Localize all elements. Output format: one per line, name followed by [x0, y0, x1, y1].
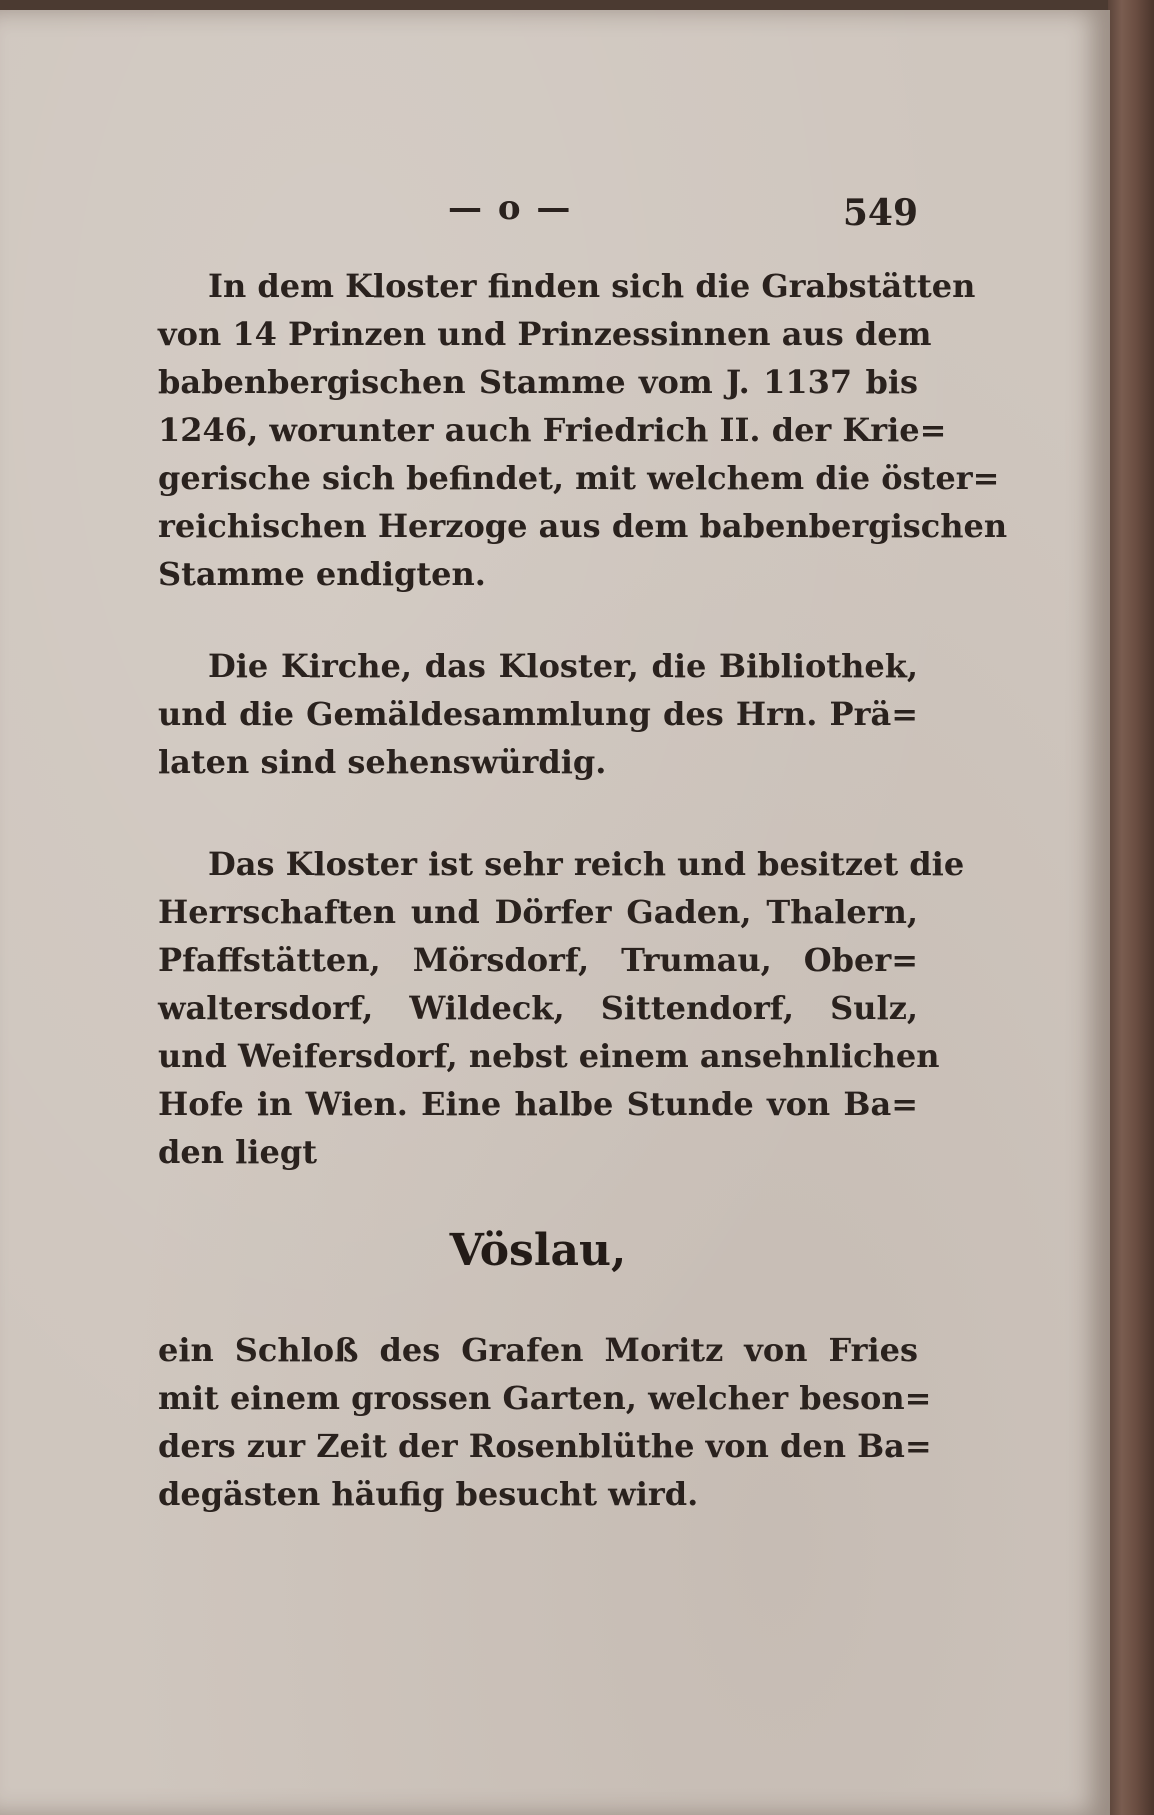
text-line: den liegt [158, 1133, 317, 1171]
section-heading: Vöslau, [449, 1225, 627, 1276]
text-line: 1246, worunter auch Friedrich II. der Krie= [158, 411, 947, 449]
text-line: Hofe in Wien. Eine halbe Stunde von Ba= [158, 1085, 918, 1123]
paragraph-church [158, 642, 918, 786]
text-line: Herrschaften und Dörfer Gaden, Thalern, [158, 893, 918, 931]
text-line: Stamme endigten. [158, 555, 486, 593]
header-ornament: — o — [448, 188, 573, 228]
text-line: und die Gemäldesammlung des Hrn. Prä= [158, 695, 918, 733]
book-spine-edge [1108, 0, 1154, 1815]
text-line: laten sind sehenswürdig. [158, 743, 607, 781]
text-line: Die Kirche, das Kloster, die Bibliothek, [208, 647, 918, 685]
paragraph-estates [158, 840, 965, 1176]
text-line: ein Schloß des Grafen Moritz von Fries [158, 1331, 918, 1369]
text-line: babenbergischen Stamme vom J. 1137 bis [158, 363, 918, 401]
text-line: Das Kloster ist sehr reich und besitzet die [208, 845, 965, 883]
text-line: ders zur Zeit der Rosenblüthe von den Ba= [158, 1427, 932, 1465]
text-line: mit einem grossen Garten, welcher beson= [158, 1379, 932, 1417]
text-line: waltersdorf, Wildeck, Sittendorf, Sulz, [158, 989, 918, 1027]
text-line: Pfaffstätten, Mörsdorf, Trumau, Ober= [158, 941, 918, 979]
paragraph-voeslau [158, 1326, 932, 1518]
page-number: 549 [842, 192, 918, 234]
page-paper [0, 10, 1110, 1815]
text-line: degästen häufig besucht wird. [158, 1475, 699, 1513]
text-line: gerische sich befindet, mit welchem die öster= [158, 459, 1000, 497]
text-line: und Weifersdorf, nebst einem ansehnlichen [158, 1037, 940, 1075]
text-line: In dem Kloster finden sich die Grabstätten [208, 267, 976, 305]
text-line: von 14 Prinzen und Prinzessinnen aus dem [158, 315, 932, 353]
text-line: reichischen Herzoge aus dem babenbergischen [158, 507, 1008, 545]
page-header [158, 188, 918, 248]
paragraph-graves [158, 262, 1008, 598]
